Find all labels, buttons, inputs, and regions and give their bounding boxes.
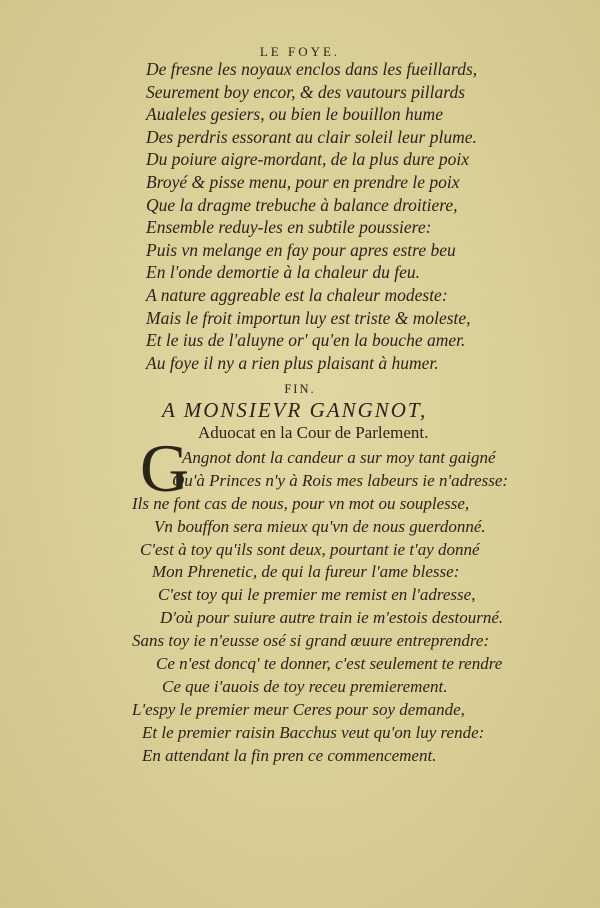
- verse-line: Angnot dont la candeur a sur moy tant gaigné: [182, 448, 496, 467]
- verse-line: C'est à toy qu'ils sont deux, pourtant ie t'ay donné: [140, 539, 480, 559]
- verse-line: Ils ne font cas de nous, pour vn mot ou souplesse,: [132, 493, 470, 513]
- verse-line: Ce que i'auois de toy receu premierement.: [162, 676, 448, 696]
- verse-line: Ce n'est doncq' te donner, c'est seulement te rendre: [156, 654, 503, 674]
- dedication-subtitle: Aduocat en la Cour de Parlement.: [198, 423, 429, 442]
- verse-line: Des perdris essorant au clair soleil leur plume.: [146, 126, 477, 147]
- verse-line: Mais le froit importun luy est triste & moleste,: [146, 307, 471, 328]
- poem-liver-stanza: [146, 58, 586, 374]
- verse-line: De fresne les noyaux enclos dans les fueillards,: [146, 59, 478, 79]
- verse-line: En l'onde demortie à la chaleur du feu.: [146, 262, 420, 283]
- verse-line: Et le premier raisin Bacchus veut qu'on luy rende:: [142, 722, 485, 742]
- running-head: LE FOYE.: [259, 44, 341, 59]
- poem-dedication-sonnet: [132, 447, 592, 767]
- verse-line: C'est toy qui le premier me remist en l'adresse,: [158, 585, 476, 605]
- verse-line: Broyé & pisse menu, pour en prendre le poix: [146, 171, 460, 192]
- verse-line: Du poiure aigre-mordant, de la plus dure poix: [146, 149, 470, 170]
- verse-line: Qu'à Princes n'y à Rois mes labeurs ie n'adresse:: [172, 470, 509, 490]
- verse-line: Aualeles gesiers, ou bien le bouillon hume: [146, 104, 443, 125]
- verse-line: D'où pour suiure autre train ie m'estois destourné.: [160, 608, 504, 628]
- verse-line: Et le ius de l'aluyne or' qu'en la bouche amer.: [146, 330, 466, 351]
- verse-line: A nature aggreable est la chaleur modeste:: [146, 284, 448, 305]
- verse-line: Seurement boy encor, & des vautours pillards: [146, 81, 466, 102]
- verse-line: Vn bouffon sera mieux qu'vn de nous guerdonné.: [154, 516, 486, 536]
- verse-line: Sans toy ie n'eusse osé si grand œuure entreprendre:: [132, 631, 490, 651]
- verse-line: En attendant la fin pren ce commencement.: [142, 745, 437, 765]
- verse-line: Que la dragme trebuche à balance droitiere,: [146, 194, 458, 215]
- dedication-title: A MONSIEVR GANGNOT,: [162, 398, 428, 422]
- verse-line: Au foye il ny a rien plus plaisant à humer.: [146, 352, 439, 373]
- fin-marker: FIN.: [284, 382, 316, 396]
- verse-line: L'espy le premier meur Ceres pour soy demande,: [132, 699, 465, 719]
- verse-line: Puis vn melange en fay pour apres estre beu: [146, 239, 456, 260]
- verse-line: Mon Phrenetic, de qui la fureur l'ame blesse:: [152, 562, 460, 582]
- verse-line: Ensemble reduy-les en subtile poussiere:: [146, 217, 432, 238]
- drop-cap: G: [140, 430, 190, 506]
